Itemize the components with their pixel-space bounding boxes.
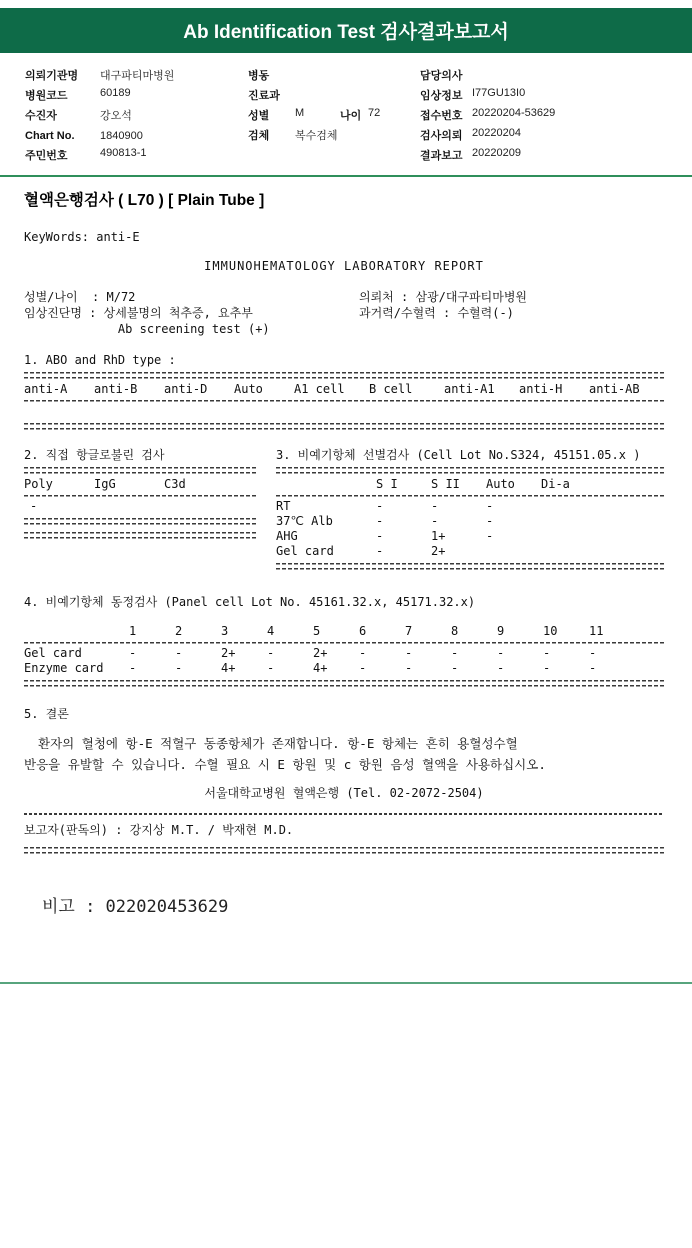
- col-header: 7: [405, 624, 413, 638]
- info-row: [24, 322, 664, 337]
- cell-value: -: [431, 514, 439, 528]
- col-spacer: [24, 624, 129, 639]
- separator: [24, 422, 664, 430]
- info-row: [24, 290, 664, 305]
- header-row: [25, 87, 692, 103]
- info-blank: [359, 322, 664, 337]
- cell-value: -: [267, 646, 275, 660]
- screening-row: [276, 514, 664, 529]
- field-chart-no-label: Chart No.: [25, 130, 75, 142]
- cell-value: 2+: [221, 646, 236, 660]
- field-hospital-name: 대구파티마병원: [100, 70, 175, 82]
- info-sex-age: 성별/나이 : M/72: [24, 290, 136, 304]
- abo-table-headers: [24, 382, 664, 397]
- field-resident-id: 490813-1: [100, 147, 147, 159]
- cell-value: [541, 499, 596, 514]
- cell-value: -: [267, 661, 275, 675]
- section4-title: 4. 비예기항체 동정검사 (Panel cell Lot No. 45161.32.x, 45171.32.x): [24, 595, 476, 609]
- cell-value: -: [359, 646, 367, 660]
- section3-screening-test: [276, 448, 664, 573]
- field-hospital-name-label: 의뢰기관명: [25, 70, 79, 82]
- section2-title: 2. 직접 항글로불린 검사: [24, 448, 165, 462]
- header-row: [25, 127, 692, 143]
- field-request-date: 20220204: [472, 127, 521, 139]
- field-ward-label: 병동: [248, 70, 270, 82]
- col-header: 11: [589, 624, 604, 638]
- info-history: 과거력/수혈력 : 수혈력(-): [359, 306, 514, 320]
- field-clinical-info-label: 임상정보: [420, 90, 463, 102]
- field-patient-name-label: 수진자: [25, 110, 57, 122]
- keywords-line: KeyWords: anti-E: [24, 230, 140, 244]
- section3-title: 3. 비예기항체 선별검사 (Cell Lot No.S324, 45151.05.x ): [276, 448, 641, 462]
- header-row: [25, 147, 692, 163]
- cell-value: -: [486, 514, 494, 528]
- cell-value: -: [129, 661, 137, 675]
- col-header: 1: [129, 624, 137, 638]
- field-hospital-code: 60189: [100, 87, 131, 99]
- col-header: anti-B: [94, 382, 138, 396]
- separator: [276, 466, 664, 474]
- cell-value: [100, 499, 170, 514]
- bottom-divider: [0, 982, 692, 984]
- header-row: [25, 67, 692, 83]
- info-diagnosis: 임상진단명 : 상세불명의 척추증, 요추부: [24, 306, 253, 320]
- cell-value: -: [175, 661, 183, 675]
- panel-row-gel-card: [24, 646, 664, 661]
- col-header: Auto: [234, 382, 263, 396]
- cell-value: -: [405, 646, 413, 660]
- cell-value: -: [376, 499, 384, 513]
- separator: [276, 493, 664, 498]
- field-sex-label: 성별: [248, 110, 270, 122]
- separator: [24, 811, 664, 817]
- col-header: A1 cell: [294, 382, 345, 396]
- cell-value: 2+: [313, 646, 328, 660]
- cell-value: -: [497, 646, 505, 660]
- header-row: [25, 107, 692, 123]
- panel-row-enzyme-card: [24, 661, 664, 676]
- section-title: 혈액은행검사 ( L70 ) [ Plain Tube ]: [24, 192, 265, 209]
- info-referrer: 의뢰처 : 삼광/대구파티마병원: [359, 290, 528, 304]
- screening-row: [276, 499, 664, 514]
- field-resident-id-label: 주민번호: [25, 150, 68, 162]
- cell-value: -: [497, 661, 505, 675]
- row-label: Gel card: [276, 544, 334, 558]
- row-label: RT: [276, 499, 291, 513]
- cell-value: -: [451, 646, 459, 660]
- col-header: C3d: [164, 477, 186, 491]
- blood-bank-contact: 서울대학교병원 혈액은행 (Tel. 02-2072-2504): [204, 786, 484, 800]
- cell-value: 4+: [313, 661, 328, 675]
- col-header: 3: [221, 624, 229, 638]
- field-sex: M: [295, 107, 305, 119]
- field-report-date: 20220209: [472, 147, 521, 159]
- cell-value: 4+: [221, 661, 236, 675]
- col-header: anti-D: [164, 382, 208, 396]
- separator: [24, 466, 256, 474]
- lab-report-title: IMMUNOHEMATOLOGY LABORATORY REPORT: [204, 259, 484, 273]
- screening-headers: [276, 477, 664, 492]
- info-screening: Ab screening test (+): [24, 322, 270, 336]
- row-label: AHG: [276, 529, 298, 543]
- conclusion-line1: 환자의 혈청에 항-E 적혈구 동종항체가 존재합니다. 항-E 항체는 흔히 용혈성수혈: [38, 736, 518, 751]
- col-header: anti-A: [24, 382, 68, 396]
- col-header: Di-a: [541, 477, 570, 491]
- conclusion-line2: 반응을 유발할 수 있습니다. 수혈 필요 시 E 항원 및 c 항원 음성 혈액을 사용하십시오.: [24, 757, 546, 772]
- report-title-banner: [0, 8, 692, 53]
- screening-row: [276, 529, 664, 544]
- col-header: Auto: [486, 477, 515, 491]
- header-divider: [0, 175, 692, 177]
- separator: [24, 371, 664, 379]
- row-label: 37℃ Alb: [276, 514, 333, 528]
- sections-2-3: [24, 448, 664, 573]
- dat-values: [24, 499, 256, 514]
- separator: [24, 640, 664, 645]
- screening-row: [276, 544, 664, 559]
- cell-value: -: [543, 661, 551, 675]
- cell-value: -: [376, 514, 384, 528]
- field-report-date-label: 결과보고: [420, 150, 463, 162]
- separator: [24, 846, 664, 854]
- row-label: Gel card: [24, 646, 82, 660]
- section1-title: 1. ABO and RhD type :: [24, 353, 176, 367]
- separator: [276, 562, 664, 570]
- cell-value: [486, 544, 541, 559]
- col-header: 6: [359, 624, 367, 638]
- report-body: [0, 193, 692, 854]
- col-header: 4: [267, 624, 275, 638]
- field-specimen: 복수검체: [295, 130, 338, 142]
- cell-value: -: [543, 646, 551, 660]
- field-age-label: 나이: [340, 110, 362, 122]
- col-header: S II: [431, 477, 460, 491]
- separator: [24, 517, 256, 525]
- panel-col-numbers: [24, 624, 664, 639]
- cell-value: -: [486, 529, 494, 543]
- abo-table-values: [24, 404, 664, 419]
- col-header: 9: [497, 624, 505, 638]
- col-header: 8: [451, 624, 459, 638]
- col-header: IgG: [94, 477, 116, 491]
- separator: [24, 679, 664, 687]
- dat-headers: [24, 477, 256, 492]
- cell-value: -: [359, 661, 367, 675]
- field-department-label: 진료과: [248, 90, 280, 102]
- reporter-line: 보고자(판독의) : 강지상 M.T. / 박재현 M.D.: [24, 823, 294, 837]
- separator: [24, 398, 664, 403]
- cell-value: [541, 529, 596, 544]
- col-header: 5: [313, 624, 321, 638]
- patient-header: [0, 53, 692, 175]
- cell-value: -: [30, 499, 38, 513]
- field-receipt-no-label: 접수번호: [420, 110, 463, 122]
- separator: [24, 493, 256, 498]
- col-header: anti-A1: [444, 382, 495, 396]
- field-clinical-info: I77GU13I0: [472, 87, 526, 99]
- section5-title: 5. 결론: [24, 707, 69, 721]
- col-spacer: [276, 477, 376, 492]
- field-specimen-label: 검체: [248, 130, 270, 142]
- cell-value: -: [376, 529, 384, 543]
- remark-note: 비고 : 022020453629: [42, 897, 229, 917]
- field-receipt-no: 20220204-53629: [472, 107, 556, 119]
- row-label: Enzyme card: [24, 661, 104, 675]
- report-title: Ab Identification Test 검사결과보고서: [183, 22, 509, 43]
- cell-value: [541, 514, 596, 529]
- cell-value: -: [405, 661, 413, 675]
- section2-dat-test: [24, 448, 256, 573]
- col-header: Poly: [24, 477, 53, 491]
- cell-value: -: [431, 499, 439, 513]
- cell-value: [541, 544, 596, 559]
- field-request-date-label: 검사의뢰: [420, 130, 463, 142]
- field-hospital-code-label: 병원코드: [25, 90, 68, 102]
- col-header: B cell: [369, 382, 413, 396]
- field-age: 72: [368, 107, 381, 119]
- field-chart-no: 1840900: [100, 130, 143, 142]
- info-row: [24, 306, 664, 321]
- cell-value: 2+: [431, 544, 446, 558]
- field-doctor-label: 담당의사: [420, 70, 463, 82]
- cell-value: -: [175, 646, 183, 660]
- cell-value: -: [129, 646, 137, 660]
- cell-value: -: [486, 499, 494, 513]
- col-header: 2: [175, 624, 183, 638]
- separator: [24, 531, 256, 539]
- field-patient-name: 강오석: [100, 110, 132, 122]
- col-header: anti-H: [519, 382, 563, 396]
- cell-value: -: [376, 544, 384, 558]
- col-header: S I: [376, 477, 398, 491]
- cell-value: 1+: [431, 529, 446, 543]
- cell-value: -: [589, 661, 597, 675]
- col-header: anti-AB: [589, 382, 640, 396]
- col-header: 10: [543, 624, 558, 638]
- cell-value: -: [451, 661, 459, 675]
- cell-value: -: [589, 646, 597, 660]
